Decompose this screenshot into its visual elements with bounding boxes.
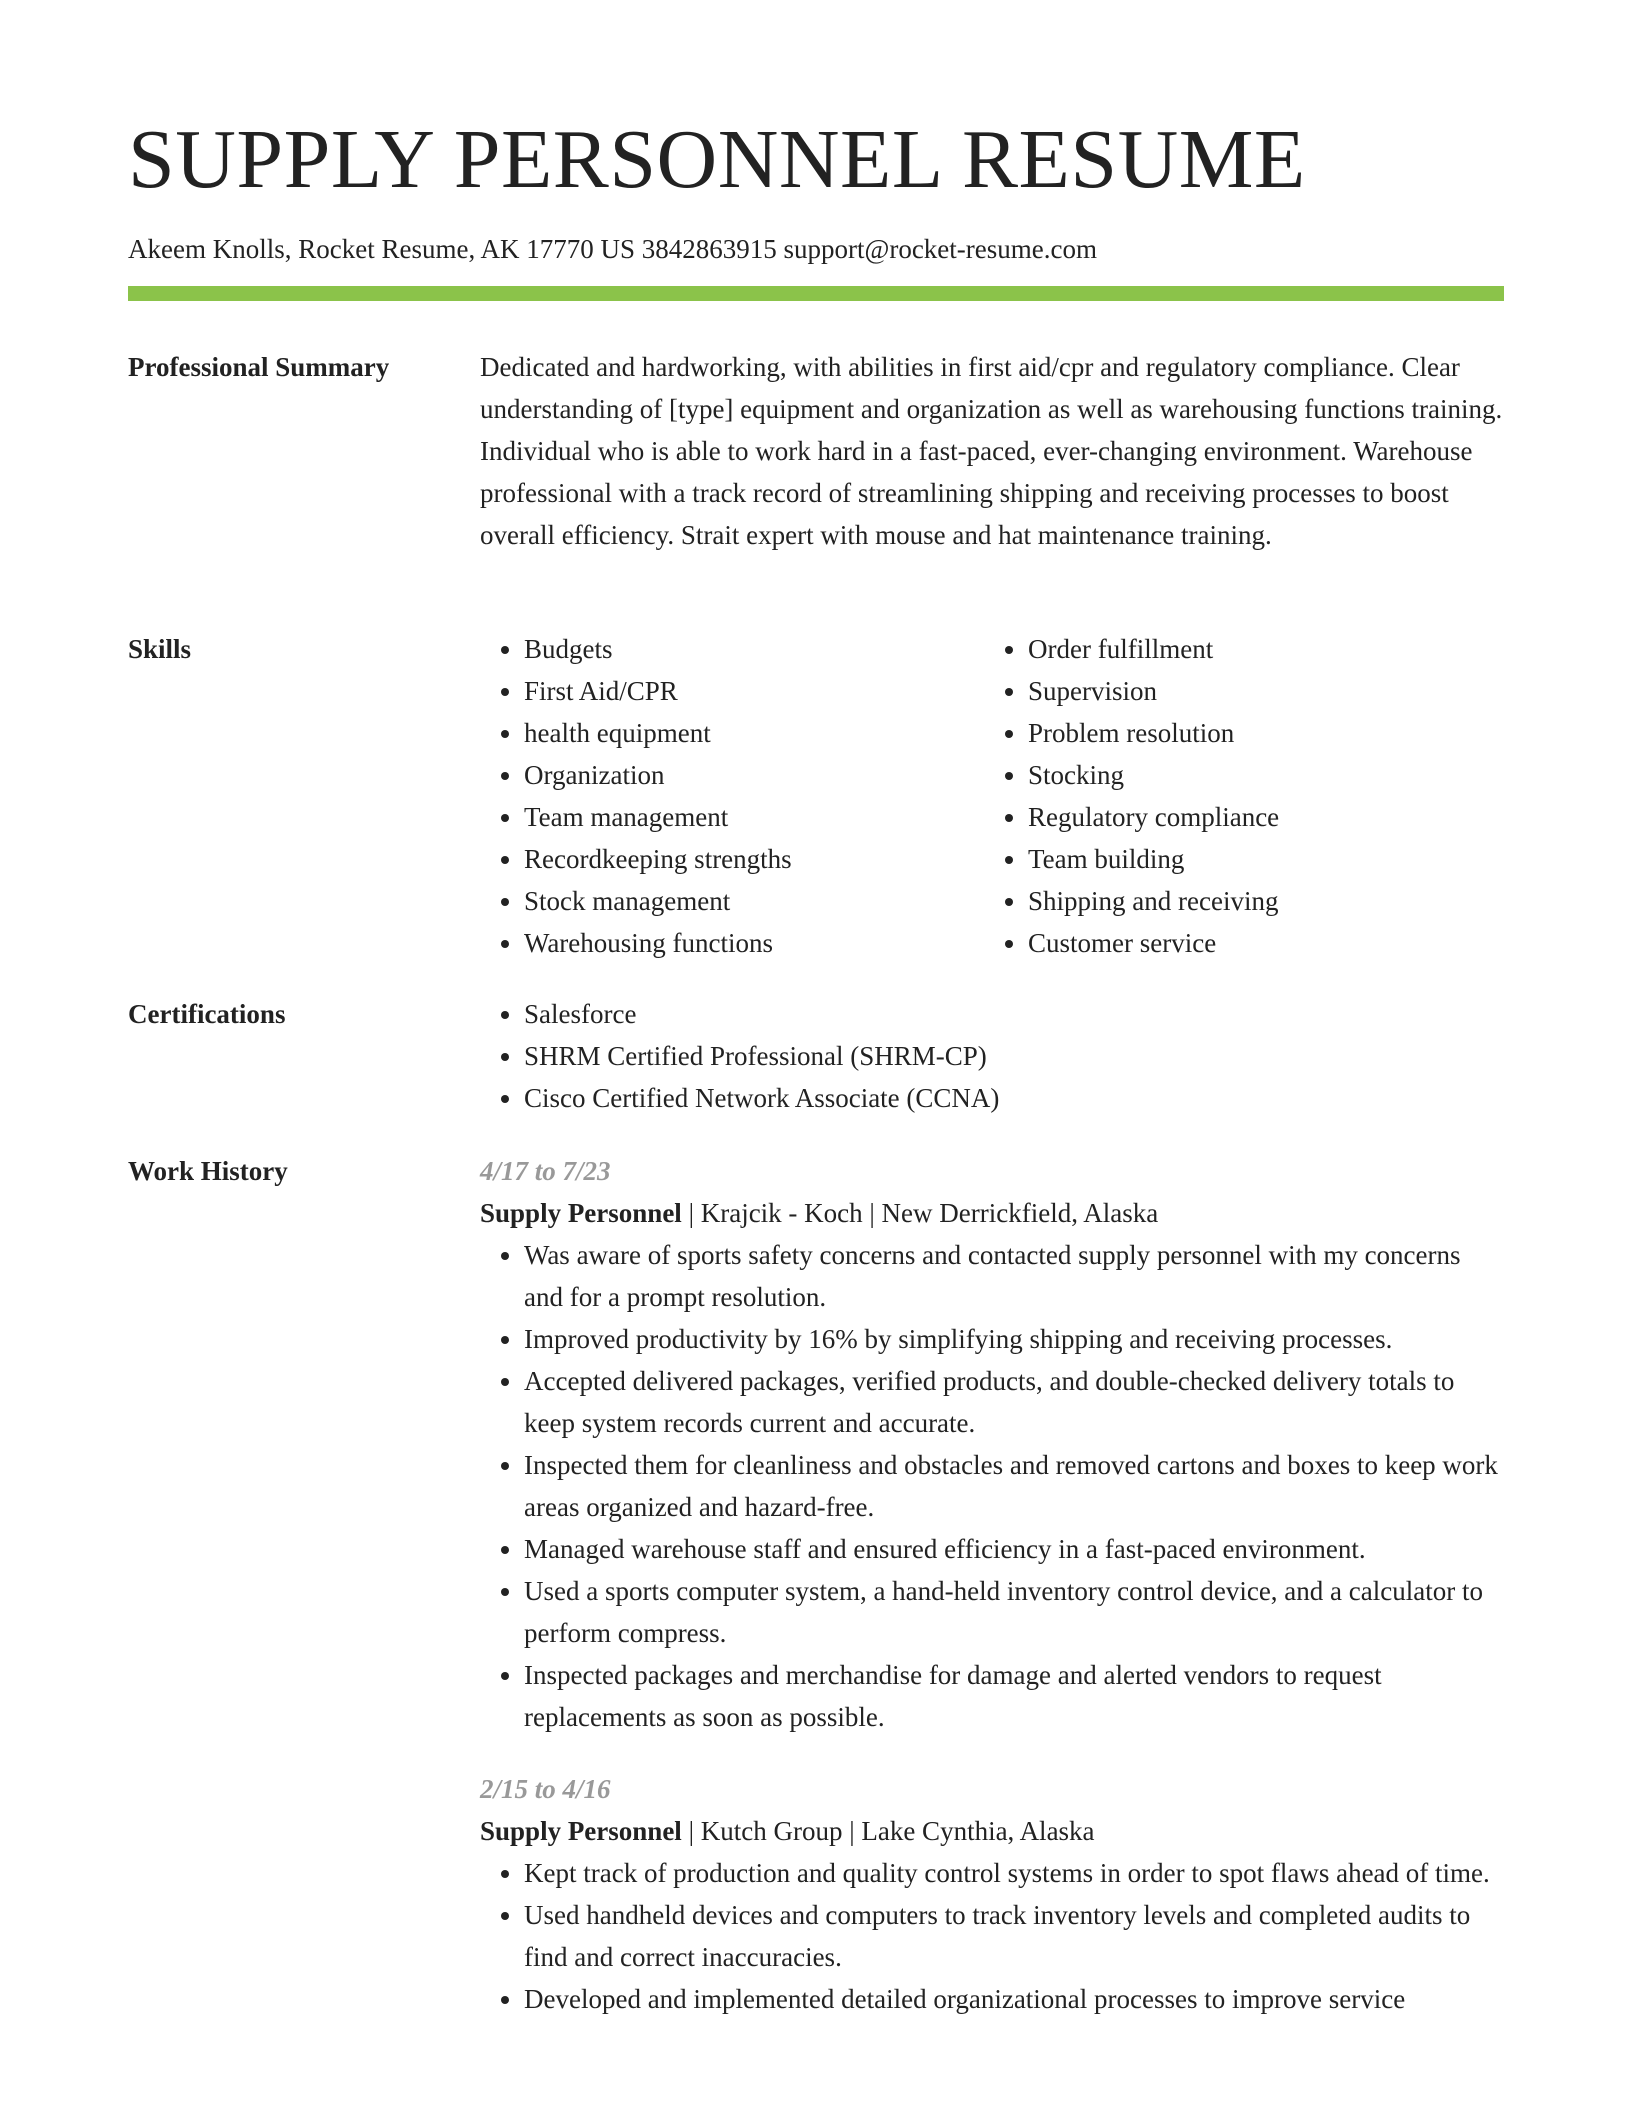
job-role: Supply Personnel [480,1198,682,1228]
list-item: • Developed and implemented detailed organizational processes to improve service [524,1978,1504,2020]
list-item: • Team building [1028,838,1488,880]
list-item: • Inspected them for cleanliness and obstacles and removed cartons and boxes to keep work areas organized and hazard-free. [524,1444,1504,1528]
list-item: • Organization [524,754,984,796]
skills-body [480,628,1504,964]
summary-label: Professional Summary [128,352,390,382]
certifications-label: Certifications [128,999,286,1029]
list-item: • Improved productivity by 16% by simplifying shipping and receiving processes. [524,1318,1504,1360]
certifications-list [480,993,1504,1119]
list-item: • Recordkeeping strengths [524,838,984,880]
list-item: • Kept track of production and quality control systems in order to spot flaws ahead of time. [524,1852,1504,1894]
job-entry [480,1768,1504,2020]
job-details: | Kutch Group | Lake Cynthia, Alaska [681,1816,1095,1846]
header-divider [128,286,1504,301]
list-item: • SHRM Certified Professional (SHRM-CP) [524,1035,1504,1077]
list-item: • Budgets [524,628,984,670]
list-item: • health equipment [524,712,984,754]
skills-list-right [984,628,1488,964]
list-item: • Supervision [1028,670,1488,712]
list-item: • Stocking [1028,754,1488,796]
list-item: • Used handheld devices and computers to track inventory levels and completed audits to find and correct inaccuracies. [524,1894,1504,1978]
skills-label: Skills [128,634,192,664]
certifications-body [480,993,1504,1119]
list-item: • Cisco Certified Network Associate (CCNA) [524,1077,1504,1119]
job-heading [480,1810,1504,1852]
job-bullets [480,1234,1504,1738]
job-entry [480,1150,1504,1738]
list-item: • Used a sports computer system, a hand-held inventory control device, and a calculator to perform compress. [524,1570,1504,1654]
list-item: • Salesforce [524,993,1504,1035]
job-heading [480,1192,1504,1234]
list-item: • Problem resolution [1028,712,1488,754]
skills-column-right [984,628,1488,964]
work-history-label: Work History [128,1156,288,1186]
skills-column-left [480,628,984,964]
list-item: • Team management [524,796,984,838]
list-item: • Stock management [524,880,984,922]
list-item: • Shipping and receiving [1028,880,1488,922]
resume-title: SUPPLY PERSONNEL RESUME [128,113,1306,206]
skills-list-left [480,628,984,964]
contact-line: Akeem Knolls, Rocket Resume, AK 17770 US 3842863915 support@rocket-resume.com [128,234,1097,264]
list-item: • First Aid/CPR [524,670,984,712]
list-item: • Warehousing functions [524,922,984,964]
list-item: • Customer service [1028,922,1488,964]
list-item: • Managed warehouse staff and ensured efficiency in a fast-paced environment. [524,1528,1504,1570]
list-item: • Order fulfillment [1028,628,1488,670]
job-dates: 4/17 to 7/23 [480,1156,611,1186]
summary-body [480,346,1504,556]
list-item: • Was aware of sports safety concerns and contacted supply personnel with my concerns and for a prompt resolution. [524,1234,1504,1318]
job-details: | Krajcik - Koch | New Derrickfield, Alaska [681,1198,1159,1228]
summary-text: Dedicated and hardworking, with abilities in first aid/cpr and regulatory compliance. Clear understanding of [type] equipment and organization as well as warehousing functions training. Individual who is able to work hard in a fast-paced, ever-changing environment. Warehouse professional with a track record of streamlining shipping and receiving processes to boost overall efficiency. Strait expert with mouse and hat maintenance training. [480,352,1503,550]
list-item: • Regulatory compliance [1028,796,1488,838]
list-item: • Inspected packages and merchandise for damage and alerted vendors to request replacements as soon as possible. [524,1654,1504,1738]
job-role: Supply Personnel [480,1816,682,1846]
list-item: • Accepted delivered packages, verified products, and double-checked delivery totals to keep system records current and accurate. [524,1360,1504,1444]
work-history-body [480,1150,1504,2020]
job-bullets [480,1852,1504,2020]
job-dates: 2/15 to 4/16 [480,1774,611,1804]
